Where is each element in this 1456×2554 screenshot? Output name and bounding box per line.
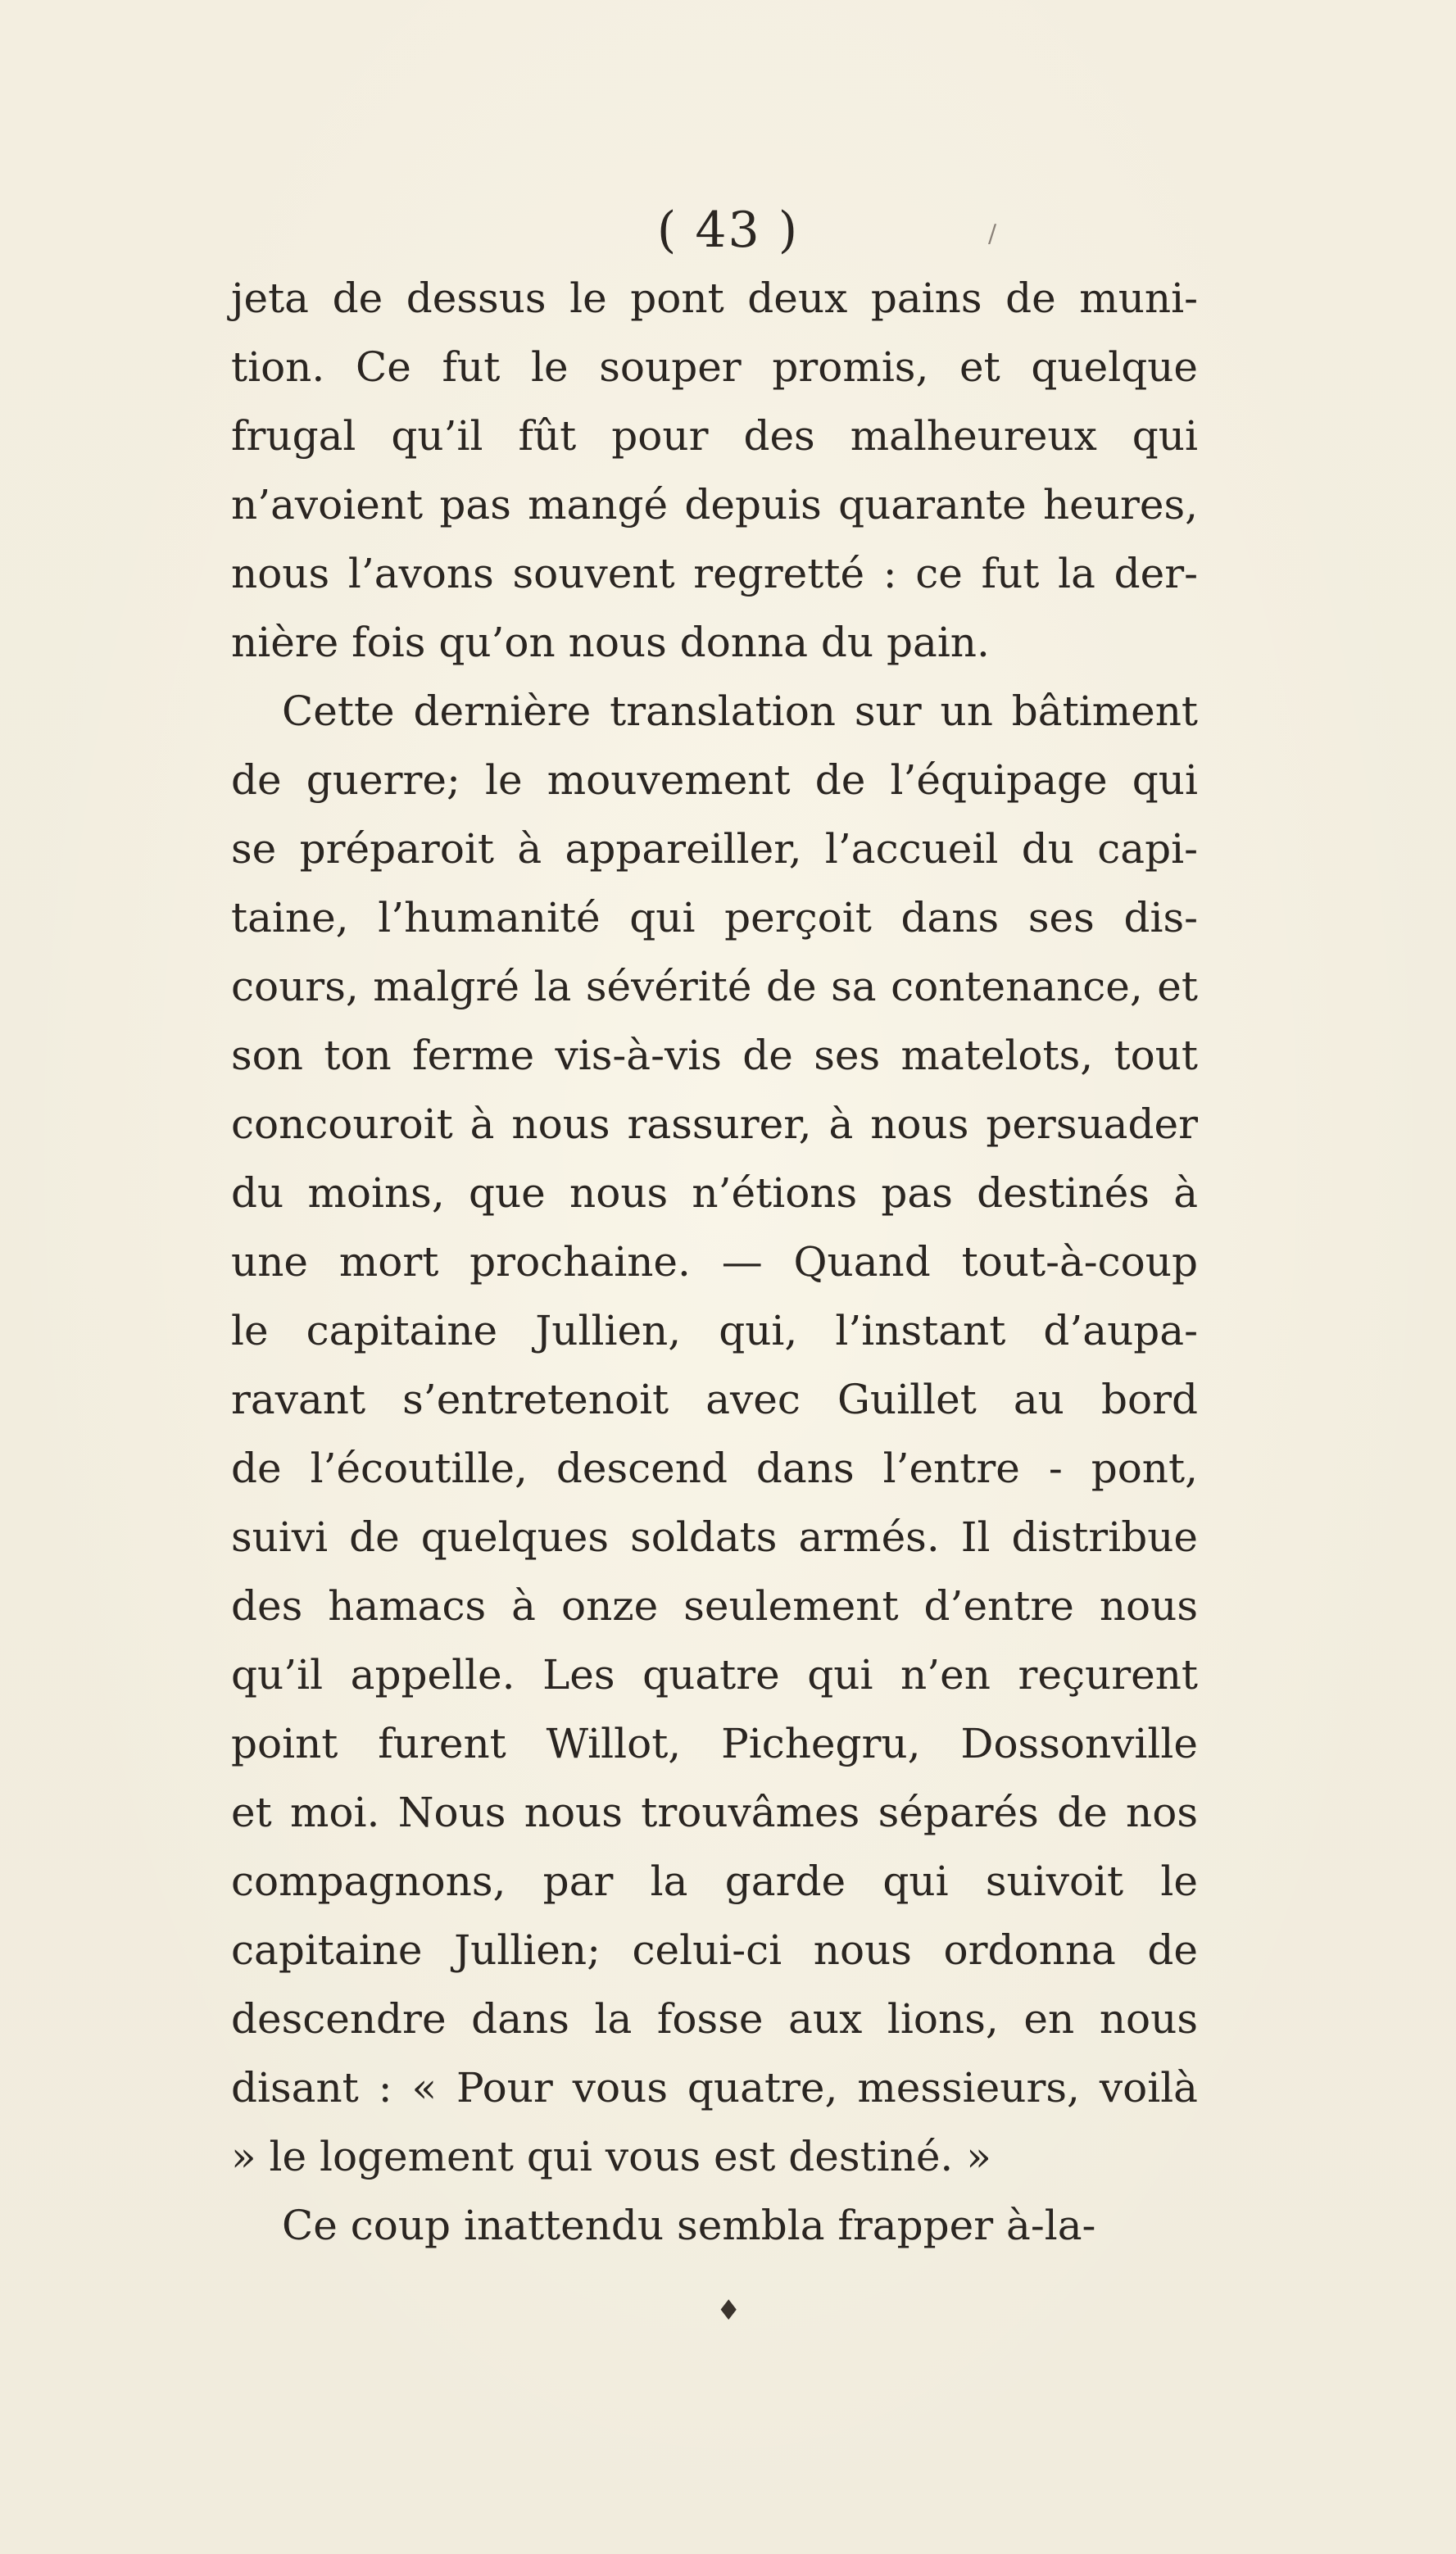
text-line: nière fois qu’on nous donna du pain. [231,619,990,666]
text-line: et moi. Nous nous trouvâmes séparés de nos [231,1789,1198,1836]
text-line: nous l’avons souvent regretté : ce fut la der- [231,550,1198,597]
text-line: descendre dans la fosse aux lions, en nous [231,1995,1198,2043]
text-line: tion. Ce fut le souper promis, et quelque [231,343,1198,391]
text-line: ravant s’entretenoit avec Guillet au bord [231,1376,1198,1423]
text-line: compagnons, par la garde qui suivoit le [231,1858,1198,1905]
text-line: se préparoit à appareiller, l’accueil du capi- [231,825,1198,873]
text-line: le capitaine Jullien, qui, l’instant d’aupa- [231,1307,1198,1354]
text-line: de l’écoutille, descend dans l’entre - pont, [231,1445,1198,1492]
text-line: du moins, que nous n’étions pas destinés à [231,1169,1198,1217]
text-line: de guerre; le mouvement de l’équipage qui [231,756,1198,804]
text-line: suivi de quelques soldats armés. Il distribue [231,1513,1198,1561]
text-line: n’avoient pas mangé depuis quarante heures, [231,481,1198,528]
footer-ornament-mark: ♦ [716,2294,742,2327]
header-tick-mark: / [988,220,997,248]
text-line: qu’il appelle. Les quatre qui n’en reçurent [231,1651,1198,1699]
text-line: frugal qu’il fût pour des malheureux qui [231,412,1198,460]
text-line: son ton ferme vis-à-vis de ses matelots, tout [231,1032,1198,1079]
text-line: disant : « Pour vous quatre, messieurs, voilà [231,2064,1198,2112]
text-line-paragraph-start: Ce coup inattendu sembla frapper à-la- [282,2202,1096,2249]
text-line: jeta de dessus le pont deux pains de muni- [231,274,1198,322]
text-line: » le logement qui vous est destiné. » [231,2133,991,2180]
text-line: une mort prochaine. — Quand tout-à-coup [231,1238,1198,1286]
text-line: cours, malgré la sévérité de sa contenance, et [231,963,1198,1010]
text-line: point furent Willot, Pichegru, Dossonville [231,1720,1198,1767]
text-line: des hamacs à onze seulement d’entre nous [231,1582,1198,1630]
text-line: taine, l’humanité qui perçoit dans ses dis- [231,894,1198,941]
text-line: concouroit à nous rassurer, à nous persuader [231,1100,1198,1148]
text-line: capitaine Jullien; celui-ci nous ordonna de [231,1926,1198,1974]
page-number: ( 43 ) [656,202,800,259]
body-text [231,264,1198,2260]
text-line-paragraph-start: Cette dernière translation sur un bâtiment [282,687,1198,735]
